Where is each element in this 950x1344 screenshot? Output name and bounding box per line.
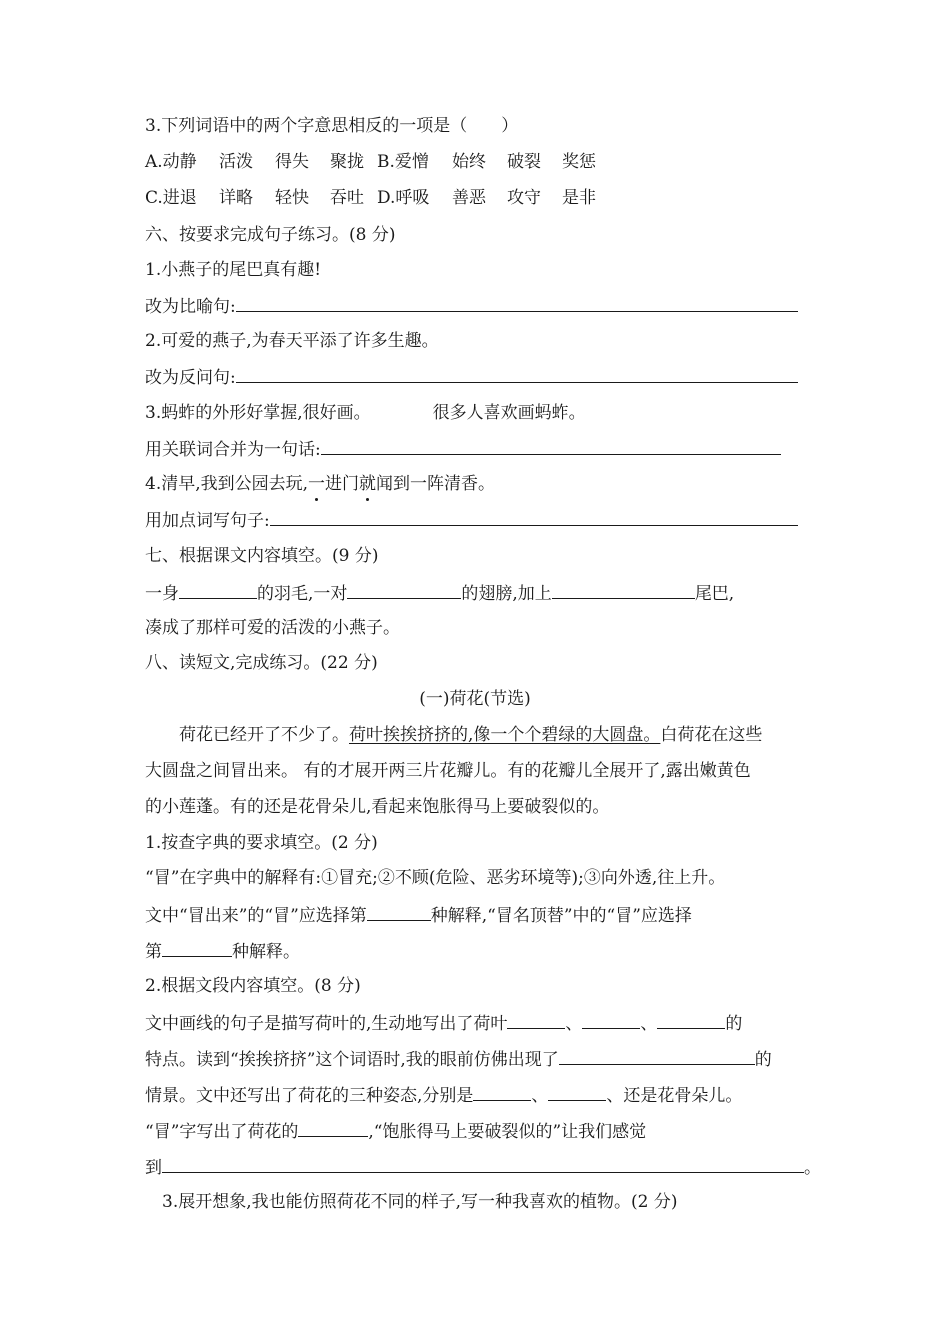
s6-q3 — [145, 401, 586, 425]
s8-q1-line-1: “冒”在字典中的解释有:①冒充;②不顾(危险、恶劣环境等);③向外透,往上升。 — [145, 868, 726, 888]
s8-q2-text: 的 — [754, 1050, 772, 1070]
word: 得失 — [275, 152, 309, 172]
s6-q3-part-a: 3.蚂蚱的外形好掌握,很好画。 — [145, 403, 371, 423]
s8-q2-text: 、还是花骨朵儿。 — [606, 1086, 743, 1106]
s8-q2-blank-1[interactable] — [507, 1010, 565, 1029]
passage-line-1 — [179, 723, 762, 747]
s8-q1-line-2 — [145, 902, 692, 928]
s8-q1-text: 第 — [145, 942, 162, 962]
s6-q3-answer-row — [145, 436, 781, 462]
s6-q2-prompt: 改为反问句: — [145, 368, 236, 388]
s6-q3-prompt: 用关联词合并为一句话: — [145, 440, 321, 460]
word: 详略 — [219, 188, 253, 208]
section-8-heading: 八、读短文,完成练习。(22 分) — [145, 653, 378, 673]
word: 吞吐 — [330, 188, 364, 208]
s8-q2-text: 。 — [804, 1158, 821, 1178]
s6-q4-answer-row — [145, 507, 798, 533]
word: 是非 — [562, 188, 596, 208]
s7-blank-3[interactable] — [552, 580, 695, 599]
passage-line-3: 的小莲蓬。有的还是花骨朵儿,看起来饱胀得马上要破裂似的。 — [145, 797, 610, 817]
word: 奖惩 — [562, 152, 596, 172]
s8-q2-line-4 — [145, 1118, 646, 1144]
word: 破裂 — [507, 152, 541, 172]
s7-blank-1[interactable] — [179, 580, 257, 599]
passage-text: 白荷花在这些 — [660, 725, 763, 745]
option-c[interactable]: C.进退 — [145, 188, 197, 208]
s6-q2-answer-blank[interactable] — [236, 364, 798, 383]
s8-q1-line-3 — [145, 938, 300, 964]
question-5-3-stem: 3.下列词语中的两个字意思相反的一项是（ ） — [145, 116, 519, 136]
s8-q2-line-5 — [145, 1154, 821, 1180]
word: 善恶 — [452, 188, 486, 208]
s8-q1-text: 种解释。 — [232, 942, 300, 962]
options-row-cd — [145, 186, 596, 210]
s8-q2-blank-3[interactable] — [657, 1010, 725, 1029]
s7-text: 的翅膀,加上 — [461, 584, 552, 604]
s8-q2-text: 特点。读到“挨挨挤挤”这个词语时,我的眼前仿佛出现了 — [145, 1050, 559, 1070]
s6-q3-answer-blank[interactable] — [321, 436, 781, 455]
s8-q1-text: 种解释,“冒名顶替”中的“冒”应选择 — [430, 906, 692, 926]
s7-fill-row-1 — [145, 580, 734, 606]
s8-q2-line-2 — [145, 1046, 772, 1072]
separator: 、 — [531, 1086, 549, 1106]
s8-q2-blank-7[interactable] — [298, 1118, 368, 1137]
passage-line-2: 大圆盘之间冒出来。 有的才展开两三片花瓣儿。有的花瓣儿全展开了,露出嫩黄色 — [145, 761, 751, 781]
word: 聚拢 — [330, 152, 364, 172]
underlined-sentence: 荷叶挨挨挤挤的,像一个个碧绿的大圆盘。 — [349, 725, 661, 745]
s8-q1: 1.按查字典的要求填空。(2 分) — [145, 833, 378, 853]
s6-q4-prompt: 用加点词写句子: — [145, 511, 270, 531]
option-a[interactable]: A.动静 — [145, 152, 197, 172]
s6-q2-answer-row — [145, 364, 798, 390]
s7-fill-row-2: 凑成了那样可爱的活泼的小燕子。 — [145, 618, 400, 638]
s6-q4-text: 4.清早,我到公园去玩, — [145, 474, 309, 494]
s7-blank-2[interactable] — [347, 580, 461, 599]
dotted-word: 就 — [359, 474, 377, 494]
option-d[interactable]: D.呼吸 — [377, 188, 430, 208]
separator: 、 — [565, 1014, 583, 1034]
s6-q4 — [145, 472, 495, 496]
s8-q2: 2.根据文段内容填空。(8 分) — [145, 976, 361, 996]
s6-q4-text: 进门 — [325, 474, 360, 494]
word: 攻守 — [507, 188, 541, 208]
s8-q2-line-1 — [145, 1010, 742, 1036]
s7-text: 尾巴, — [694, 584, 735, 604]
s7-text: 一身 — [145, 584, 179, 604]
s8-q2-text: 到 — [145, 1158, 162, 1178]
s8-q2-blank-6[interactable] — [548, 1082, 606, 1101]
s8-q2-blank-5[interactable] — [473, 1082, 531, 1101]
s8-q1-blank-2[interactable] — [162, 938, 232, 957]
section-7-heading: 七、根据课文内容填空。(9 分) — [145, 546, 379, 566]
s6-q4-text: 闻到一阵清香。 — [376, 474, 496, 494]
passage-title: (一)荷花(节选) — [419, 689, 531, 709]
word: 活泼 — [219, 152, 253, 172]
s8-q2-text: 情景。文中还写出了荷花的三种姿态,分别是 — [145, 1086, 474, 1106]
s6-q1: 1.小燕子的尾巴真有趣! — [145, 260, 322, 280]
passage-text: 荷花已经开了不少了。 — [179, 725, 349, 745]
dotted-word: 一 — [308, 474, 326, 494]
s8-q2-text: “冒”字写出了荷花的 — [145, 1122, 299, 1142]
option-b[interactable]: B.爱憎 — [377, 152, 429, 172]
word: 轻快 — [275, 188, 309, 208]
section-6-heading: 六、按要求完成句子练习。(8 分) — [145, 225, 396, 245]
s7-text: 的羽毛,一对 — [257, 584, 348, 604]
word: 始终 — [452, 152, 486, 172]
s8-q2-blank-4[interactable] — [559, 1046, 755, 1065]
options-row-ab — [145, 150, 596, 174]
separator: 、 — [640, 1014, 658, 1034]
s6-q3-part-b: 很多人喜欢画蚂蚱。 — [432, 403, 586, 423]
s8-q2-blank-8[interactable] — [162, 1154, 804, 1173]
s6-q2: 2.可爱的燕子,为春天平添了许多生趣。 — [145, 331, 439, 351]
s6-q1-answer-blank[interactable] — [236, 293, 798, 312]
s8-q2-text: ,“饱胀得马上要破裂似的”让我们感觉 — [368, 1122, 647, 1142]
s6-q1-answer-row — [145, 293, 798, 319]
s6-q1-prompt: 改为比喻句: — [145, 297, 236, 317]
s6-q4-answer-blank[interactable] — [270, 507, 798, 526]
s8-q1-text: 文中“冒出来”的“冒”应选择第 — [145, 906, 367, 926]
s8-q2-line-3 — [145, 1082, 742, 1108]
s8-q2-text: 的 — [725, 1014, 743, 1034]
s8-q1-blank-1[interactable] — [367, 902, 431, 921]
s8-q3: 3.展开想象,我也能仿照荷花不同的样子,写一种我喜欢的植物。(2 分) — [162, 1192, 678, 1212]
s8-q2-blank-2[interactable] — [582, 1010, 640, 1029]
s8-q2-text: 文中画线的句子是描写荷叶的,生动地写出了荷叶 — [145, 1014, 508, 1034]
